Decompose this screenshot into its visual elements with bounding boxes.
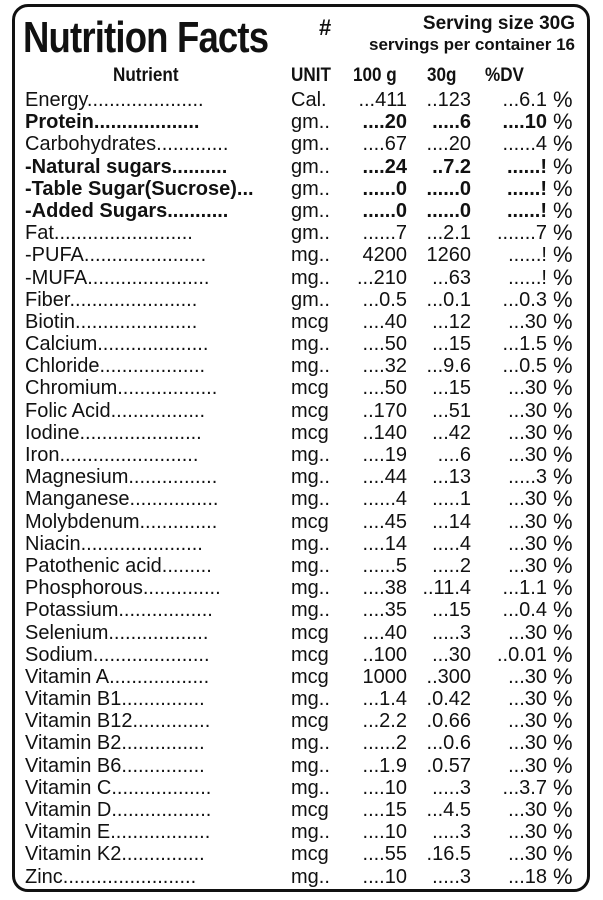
nutrient-name: -Natural sugars.......... (25, 155, 228, 178)
value-per-30g: .....2 (432, 554, 471, 577)
nutrient-row (15, 619, 587, 645)
percent-symbol: % (553, 797, 573, 822)
daily-value: ...30 (508, 510, 547, 533)
nutrient-row (15, 732, 587, 754)
nutrient-name: Fiber....................... (25, 288, 198, 311)
nutrient-unit: gm.. (291, 222, 330, 245)
nutrient-unit: mcg (291, 665, 329, 688)
nutrient-unit: mg.. (291, 754, 330, 777)
value-per-30g: .....3 (432, 621, 471, 644)
nutrient-name: Iodine...................... (25, 421, 202, 444)
nutrient-name: Vitamin B12.............. (25, 710, 211, 733)
nutrient-row (15, 444, 587, 466)
percent-symbol: % (553, 353, 573, 379)
value-per-30g: .0.42 (426, 688, 471, 711)
nutrient-row (15, 466, 587, 488)
percent-symbol: % (553, 397, 573, 423)
daily-value: ......4 (502, 133, 547, 156)
nutrient-name: Molybdenum.............. (25, 510, 218, 533)
value-per-30g: ......0 (426, 199, 471, 222)
nutrient-unit: mg.. (291, 688, 330, 711)
value-per-30g: ...9.6 (426, 355, 471, 378)
nutrient-unit: gm.. (291, 199, 330, 222)
value-per-100g: ...411 (358, 89, 407, 111)
value-per-30g: ...4.5 (426, 799, 471, 821)
daily-value: ...30 (508, 754, 547, 777)
value-per-30g: ......0 (426, 177, 471, 200)
nutrient-name: Phosphorous.............. (25, 577, 221, 600)
percent-symbol: % (553, 819, 573, 845)
value-per-30g: ...13 (432, 466, 471, 489)
percent-symbol: % (553, 841, 573, 867)
percent-symbol: % (553, 486, 573, 512)
nutrient-unit: mg.. (291, 355, 330, 378)
nutrient-name: Vitamin C.................. (25, 776, 212, 799)
value-per-100g: ..100 (362, 643, 407, 666)
value-per-100g: ......4 (362, 488, 407, 511)
nutrient-row (15, 377, 587, 399)
nutrient-row (15, 222, 587, 244)
nutrient-unit: mg.. (291, 266, 330, 289)
daily-value: ....10 (502, 111, 547, 134)
daily-value: ...30 (508, 310, 547, 333)
nutrient-name: Fat......................... (25, 222, 193, 245)
daily-value: ......! (507, 155, 547, 178)
nutrition-facts-label (12, 4, 590, 892)
daily-value: ...30 (508, 688, 547, 711)
value-per-30g: ...15 (432, 333, 471, 356)
nutrient-row (15, 111, 587, 133)
nutrient-unit: mcg (291, 843, 329, 866)
column-header-nutrient: Nutrient (113, 65, 179, 86)
value-per-100g: ....15 (362, 799, 407, 821)
nutrient-unit: mcg (291, 399, 329, 422)
nutrient-name: Iron......................... (25, 444, 199, 466)
nutrient-unit: mg.. (291, 554, 330, 577)
value-per-100g: ....50 (362, 333, 407, 356)
value-per-100g: ....40 (362, 621, 407, 644)
nutrient-unit: mg.. (291, 466, 330, 489)
nutrient-unit: mcg (291, 377, 329, 400)
nutrient-unit: gm.. (291, 288, 330, 311)
daily-value: ...18 (508, 865, 547, 888)
value-per-100g: ....67 (362, 133, 407, 156)
value-per-30g: ...63 (432, 266, 471, 289)
nutrient-row (15, 133, 587, 155)
daily-value: ...30 (508, 399, 547, 422)
daily-value: ...0.5 (502, 355, 547, 378)
value-per-100g: ....44 (362, 466, 407, 489)
value-per-30g: .....1 (432, 488, 471, 511)
nutrient-unit: mg.. (291, 577, 330, 600)
nutrient-row (15, 333, 587, 355)
nutrient-unit: mg.. (291, 244, 330, 267)
daily-value: ...30 (508, 621, 547, 644)
nutrient-row (15, 197, 587, 223)
nutrient-row (15, 508, 587, 534)
nutrient-row (15, 710, 587, 732)
nutrient-unit: Cal. (291, 89, 327, 111)
percent-symbol: % (553, 175, 573, 201)
servings-per-container: servings per container 16 (369, 35, 575, 54)
value-per-100g: ....35 (362, 599, 407, 622)
nutrient-unit: gm.. (291, 177, 330, 200)
daily-value: ......! (507, 177, 547, 200)
serving-size: Serving size 30G (422, 13, 575, 34)
nutrient-row (15, 577, 587, 599)
value-per-100g: ....20 (362, 111, 407, 134)
value-per-100g: ..170 (362, 399, 407, 422)
value-per-100g: 1000 (362, 665, 407, 688)
value-per-30g: ..11.4 (422, 577, 471, 600)
percent-symbol: % (553, 708, 573, 734)
nutrient-row (15, 419, 587, 445)
nutrient-unit: mg.. (291, 821, 330, 844)
percent-symbol: % (553, 242, 573, 268)
daily-value: ...1.1 (502, 577, 547, 600)
nutrient-row (15, 355, 587, 377)
daily-value: ...3.7 (502, 776, 547, 799)
daily-value: ...30 (508, 488, 547, 511)
value-per-30g: ....20 (426, 133, 471, 156)
value-per-100g: ....50 (362, 377, 407, 400)
nutrient-unit: mcg (291, 621, 329, 644)
value-per-100g: ...1.4 (362, 688, 407, 711)
percent-symbol: % (553, 286, 573, 312)
hash-mark: # (319, 15, 332, 40)
nutrient-row (15, 688, 587, 710)
percent-symbol: % (553, 464, 573, 490)
value-per-30g: ..123 (426, 89, 471, 111)
value-per-100g: ....10 (362, 821, 407, 844)
percent-symbol: % (553, 220, 573, 246)
nutrient-name: Vitamin B2............... (25, 732, 205, 755)
percent-symbol: % (553, 508, 573, 534)
value-per-30g: ...51 (432, 399, 471, 422)
value-per-30g: ...12 (432, 310, 471, 333)
nutrient-unit: mcg (291, 310, 329, 333)
value-per-30g: .....4 (432, 532, 471, 555)
value-per-100g: ......7 (362, 222, 407, 245)
nutrient-name: Calcium.................... (25, 333, 209, 356)
nutrient-name: Magnesium................ (25, 466, 218, 489)
percent-symbol: % (553, 375, 573, 401)
value-per-30g: .....6 (432, 111, 471, 134)
daily-value: ...30 (508, 554, 547, 577)
percent-symbol: % (553, 575, 573, 601)
daily-value: ...30 (508, 821, 547, 844)
nutrient-unit: mg.. (291, 732, 330, 755)
percent-symbol: % (553, 197, 573, 223)
nutrient-name: -Table Sugar(Sucrose)... (25, 177, 254, 200)
percent-symbol: % (553, 530, 573, 556)
value-per-100g: 4200 (362, 244, 407, 267)
value-per-30g: .....3 (432, 865, 471, 888)
nutrient-row (15, 663, 587, 689)
percent-symbol: % (553, 131, 573, 157)
daily-value: ...30 (508, 710, 547, 733)
daily-value: ...30 (508, 377, 547, 400)
nutrient-unit: mg.. (291, 599, 330, 622)
nutrient-row (15, 530, 587, 556)
nutrient-row (15, 488, 587, 510)
nutrient-name: Potassium................. (25, 599, 213, 622)
nutrient-name: Zinc........................ (25, 865, 197, 888)
nutrient-name: -Added Sugars........... (25, 199, 229, 222)
nutrient-unit: mg.. (291, 333, 330, 356)
value-per-30g: ...0.6 (426, 732, 471, 755)
nutrient-row (15, 774, 587, 800)
value-per-30g: ..7.2 (432, 155, 471, 178)
percent-symbol: % (553, 774, 573, 800)
daily-value: ...0.3 (502, 288, 547, 311)
nutrient-name: Vitamin B1............... (25, 688, 205, 711)
nutrient-name: Selenium.................. (25, 621, 209, 644)
nutrient-name: Patothenic acid......... (25, 554, 212, 577)
value-per-30g: ...42 (432, 421, 471, 444)
percent-symbol: % (553, 109, 573, 135)
daily-value: .....3 (508, 466, 547, 489)
value-per-100g: ...1.9 (362, 754, 407, 777)
nutrient-name: Carbohydrates............. (25, 133, 229, 156)
nutrient-row (15, 153, 587, 179)
nutrient-name: Vitamin D.................. (25, 799, 212, 821)
value-per-30g: .0.57 (426, 754, 471, 777)
value-per-100g: ....32 (362, 355, 407, 378)
value-per-100g: ......2 (362, 732, 407, 755)
nutrient-unit: mcg (291, 510, 329, 533)
value-per-100g: ....55 (362, 843, 407, 866)
value-per-100g: ....19 (362, 444, 407, 466)
column-header-dv: %DV (485, 65, 524, 86)
label-title: Nutrition Facts (23, 13, 269, 62)
nutrient-name: Vitamin K2............... (25, 843, 205, 866)
daily-value: ..0.01 (496, 643, 547, 666)
percent-symbol: % (553, 442, 573, 467)
value-per-100g: ...2.2 (362, 710, 407, 733)
percent-symbol: % (553, 331, 573, 357)
nutrient-name: Folic Acid................. (25, 399, 206, 422)
percent-symbol: % (553, 597, 573, 623)
column-header-unit: UNIT (291, 65, 331, 86)
value-per-100g: ...0.5 (362, 288, 407, 311)
nutrient-unit: mcg (291, 799, 329, 821)
nutrient-row (15, 863, 587, 889)
percent-symbol: % (553, 641, 573, 667)
value-per-30g: ...14 (432, 510, 471, 533)
nutrient-name: Vitamin E.................. (25, 821, 211, 844)
value-per-100g: ....38 (362, 577, 407, 600)
nutrient-row (15, 308, 587, 334)
value-per-100g: ......0 (362, 199, 407, 222)
nutrient-unit: mg.. (291, 444, 330, 466)
percent-symbol: % (553, 87, 573, 112)
nutrient-name: Manganese................ (25, 488, 219, 511)
nutrient-name: Biotin...................... (25, 310, 198, 333)
nutrient-row (15, 641, 587, 667)
daily-value: ......! (508, 244, 547, 267)
nutrient-row (15, 599, 587, 621)
value-per-100g: ..140 (362, 421, 407, 444)
value-per-100g: ......5 (362, 554, 407, 577)
nutrient-unit: gm.. (291, 133, 330, 156)
value-per-30g: ...2.1 (426, 222, 471, 245)
daily-value: ...30 (508, 421, 547, 444)
value-per-30g: ...15 (432, 599, 471, 622)
value-per-100g: ....14 (362, 532, 407, 555)
value-per-30g: ...0.1 (426, 288, 471, 311)
value-per-30g: ...15 (432, 377, 471, 400)
nutrient-name: Vitamin B6............... (25, 754, 205, 777)
nutrient-row (15, 799, 587, 821)
nutrient-table (15, 89, 587, 888)
nutrient-row (15, 244, 587, 266)
value-per-30g: .0.66 (426, 710, 471, 733)
daily-value: ...30 (508, 532, 547, 555)
daily-value: ...30 (508, 843, 547, 866)
nutrient-row (15, 843, 587, 865)
daily-value: ...30 (508, 444, 547, 466)
daily-value: .......7 (496, 222, 547, 245)
nutrient-row (15, 89, 587, 111)
nutrient-name: Chloride................... (25, 355, 206, 378)
value-per-100g: ....24 (362, 155, 407, 178)
value-per-100g: ....40 (362, 310, 407, 333)
percent-symbol: % (553, 419, 573, 445)
value-per-100g: ....45 (362, 510, 407, 533)
nutrient-row (15, 752, 587, 778)
nutrient-row (15, 821, 587, 843)
daily-value: ...6.1 (502, 89, 547, 111)
nutrient-unit: gm.. (291, 111, 330, 134)
percent-symbol: % (553, 264, 573, 290)
nutrient-name: Niacin...................... (25, 532, 203, 555)
nutrient-unit: mg.. (291, 488, 330, 511)
nutrient-row (15, 397, 587, 423)
nutrient-name: -PUFA...................... (25, 244, 207, 267)
nutrient-name: Vitamin A.................. (25, 665, 210, 688)
daily-value: ...30 (508, 665, 547, 688)
value-per-100g: ....10 (362, 776, 407, 799)
nutrient-unit: mcg (291, 710, 329, 733)
nutrient-row (15, 286, 587, 312)
percent-symbol: % (553, 863, 573, 889)
daily-value: ...1.5 (502, 333, 547, 356)
nutrient-row (15, 175, 587, 201)
nutrient-name: Chromium.................. (25, 377, 218, 400)
daily-value: ...30 (508, 799, 547, 821)
nutrient-name: Energy..................... (25, 89, 204, 111)
column-header-100g: 100 g (353, 65, 397, 86)
nutrient-name: -MUFA...................... (25, 266, 210, 289)
value-per-30g: .....3 (432, 776, 471, 799)
percent-symbol: % (553, 308, 573, 334)
nutrient-row (15, 264, 587, 290)
nutrient-row (15, 552, 587, 578)
value-per-30g: .....3 (432, 821, 471, 844)
percent-symbol: % (553, 552, 573, 578)
value-per-30g: ....6 (437, 444, 471, 466)
value-per-30g: .16.5 (426, 843, 471, 866)
nutrient-name: Sodium..................... (25, 643, 210, 666)
nutrient-unit: mg.. (291, 532, 330, 555)
value-per-30g: 1260 (426, 244, 471, 267)
value-per-100g: ....10 (362, 865, 407, 888)
percent-symbol: % (553, 619, 573, 645)
nutrient-unit: mcg (291, 421, 329, 444)
daily-value: ......! (507, 199, 547, 222)
nutrient-unit: mg.. (291, 776, 330, 799)
daily-value: ...0.4 (502, 599, 547, 622)
nutrient-unit: gm.. (291, 155, 330, 178)
value-per-100g: ......0 (362, 177, 407, 200)
percent-symbol: % (553, 752, 573, 778)
daily-value: ......! (508, 266, 547, 289)
daily-value: ...30 (508, 732, 547, 755)
column-header-30g: 30g (427, 65, 457, 86)
percent-symbol: % (553, 730, 573, 756)
percent-symbol: % (553, 686, 573, 712)
nutrient-unit: mcg (291, 643, 329, 666)
value-per-30g: ...30 (432, 643, 471, 666)
percent-symbol: % (553, 663, 573, 689)
percent-symbol: % (553, 153, 573, 179)
nutrient-name: Protein................... (25, 111, 200, 134)
nutrient-unit: mg.. (291, 865, 330, 888)
value-per-30g: ..300 (426, 665, 471, 688)
value-per-100g: ...210 (356, 266, 407, 289)
